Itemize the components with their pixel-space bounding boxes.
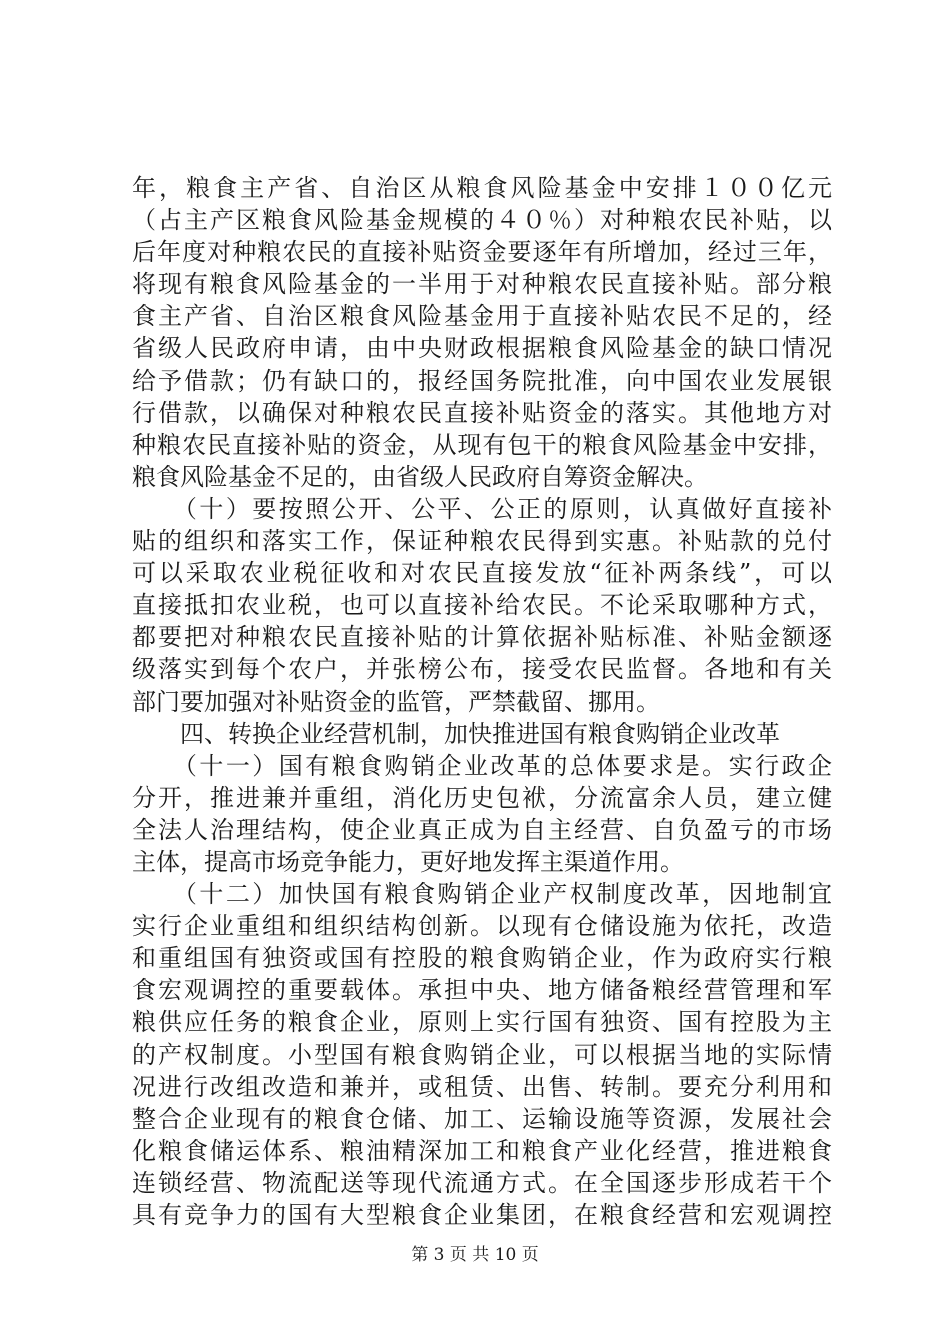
- text-line: （十二）加快国有粮食购销企业产权制度改革，因地制宜: [132, 880, 832, 909]
- text-line: 粮供应任务的粮食企业，原则上实行国有独资、国有控股为主: [132, 1008, 832, 1037]
- text-line: 整合企业现有的粮食仓储、加工、运输设施等资源，发展社会: [132, 1104, 832, 1133]
- text-line: 贴的组织和落实工作，保证种粮农民得到实惠。补贴款的兑付: [132, 527, 832, 556]
- text-line: 连锁经营、物流配送等现代流通方式。在全国逐步形成若干个: [132, 1168, 832, 1197]
- text-line: 省级人民政府申请，由中央财政根据粮食风险基金的缺口情况: [132, 334, 832, 363]
- text-line: 给予借款；仍有缺口的，报经国务院批准，向中国农业发展银: [132, 366, 832, 395]
- text-line: 的产权制度。小型国有粮食购销企业，可以根据当地的实际情: [132, 1040, 832, 1069]
- text-line: 粮食风险基金不足的，由省级人民政府自筹资金解决。: [132, 462, 708, 491]
- text-line: 具有竞争力的国有大型粮食企业集团，在粮食经营和宏观调控: [132, 1201, 832, 1229]
- text-line: 都要把对种粮农民直接补贴的计算依据补贴标准、补贴金额逐: [132, 623, 832, 652]
- text-line: 全法人治理结构，使企业真正成为自主经营、自负盈亏的市场: [132, 815, 832, 844]
- text-line: 况进行改组改造和兼并，或租赁、出售、转制。要充分利用和: [132, 1072, 832, 1101]
- page-footer: 第 3 页 共 10 页: [411, 1245, 539, 1265]
- text-line: 实行企业重组和组织结构创新。以现有仓储设施为依托，改造: [132, 912, 832, 941]
- text-line: 级落实到每个农户，并张榜公布，接受农民监督。各地和有关: [132, 655, 832, 684]
- text-line: 食宏观调控的重要载体。承担中央、地方储备粮经营管理和军: [132, 976, 832, 1005]
- text-line: 分开，推进兼并重组，消化历史包袱，分流富余人员，建立健: [132, 783, 832, 812]
- text-line: 化粮食储运体系、粮油精深加工和粮食产业化经营，推进粮食: [132, 1136, 832, 1165]
- text-line: 将现有粮食风险基金的一半用于对种粮农民直接补贴。部分粮: [132, 270, 832, 299]
- text-line: （占主产区粮食风险基金规模的４０％）对种粮农民补贴，以: [132, 206, 832, 235]
- body-text: [132, 172, 832, 1231]
- text-line: 种粮农民直接补贴的资金，从现有包干的粮食风险基金中安排，: [132, 430, 832, 459]
- text-line: 可以采取农业税征收和对农民直接发放“征补两条线”，可以: [132, 559, 832, 588]
- text-line: 食主产省、自治区粮食风险基金用于直接补贴农民不足的，经: [132, 302, 832, 331]
- text-line: （十）要按照公开、公平、公正的原则，认真做好直接补: [132, 494, 832, 523]
- text-line: 年，粮食主产省、自治区从粮食风险基金中安排１００亿元: [132, 174, 832, 202]
- text-line: 行借款，以确保对种粮农民直接补贴资金的落实。其他地方对: [132, 398, 832, 427]
- text-line: 和重组国有独资或国有控股的粮食购销企业，作为政府实行粮: [132, 944, 832, 973]
- text-line: 主体，提高市场竞争能力，更好地发挥主渠道作用。: [132, 847, 684, 876]
- text-line: 直接抵扣农业税，也可以直接补给农民。不论采取哪种方式，: [132, 591, 832, 620]
- text-line: （十一）国有粮食购销企业改革的总体要求是。实行政企: [132, 751, 832, 780]
- text-line: 四、转换企业经营机制，加快推进国有粮食购销企业改革: [132, 719, 780, 748]
- text-line: 后年度对种粮农民的直接补贴资金要逐年有所增加，经过三年，: [132, 238, 832, 267]
- text-line: 部门要加强对补贴资金的监管，严禁截留、挪用。: [132, 687, 660, 716]
